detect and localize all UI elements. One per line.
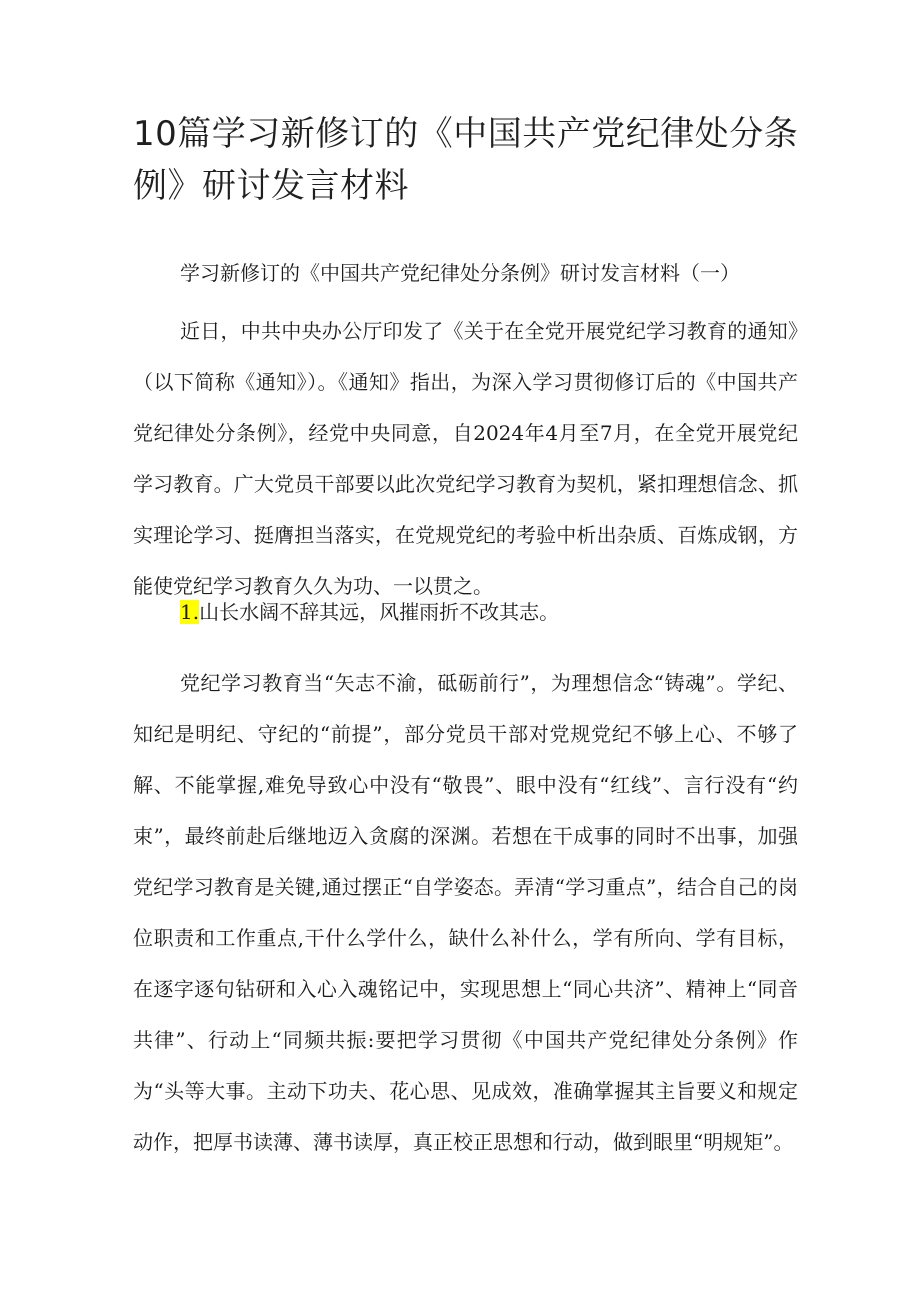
section-subtitle: 学习新修订的《中国共产党纪律处分条例》研讨发言材料（一） xyxy=(180,261,740,285)
paragraph-intro: 近日，中共中央办公厅印发了《关于在全党开展党纪学习教育的通知》（以下简称《通知》）。《通知》指出，为深入学习贯彻修订后的《中国共产党纪律处分条例》，经党中央同意，自2024年4月至7月，在全党开展党纪学习教育。广大党员干部要以此次党纪学习教育为契机，紧扣理想信念、抓实理论学习、挺膺担当落实，在党规党纪的考验中析出杂质、百炼成钢，方能使党纪学习教育久久为功、一以贯之。 xyxy=(133,319,798,598)
document-title: 10篇学习新修订的《中国共产党纪律处分条例》研讨发言材料 xyxy=(133,114,799,206)
point-heading-text: 山长水阔不辞其远，风摧雨折不改其志。 xyxy=(199,600,560,624)
point-heading-1 xyxy=(180,597,559,627)
paragraph-body: 党纪学习教育当“矢志不渝，砥砺前行”，为理想信念“铸魂”。学纪、知纪是明纪、守纪的“前提”，部分党员干部对党规党纪不够上心、不够了解、不能掌握,难免导致心中没有“敬畏”、眼中没有“红线”、言行没有“约束”，最终前赴后继地迈入贪腐的深渊。若想在干成事的同时不出事，加强党纪学习教育是关键,通过摆正“自学姿态。弄清“学习重点”，结合自己的岗位职责和工作重点,干什么学什么，缺什么补什么，学有所向、学有目标，在逐字逐句钻研和入心入魂铭记中，实现思想上“同心共济”、精神上“同音共律”、行动上“同频共振:要把学习贯彻《中国共产党纪律处分条例》作为“头等大事。主动下功夫、花心思、见成效，准确掌握其主旨要义和规定动作，把厚书读薄、薄书读厚，真正校正思想和行动，做到眼里“明规矩”。 xyxy=(133,671,798,1154)
point-number-highlight: 1. xyxy=(180,600,200,624)
